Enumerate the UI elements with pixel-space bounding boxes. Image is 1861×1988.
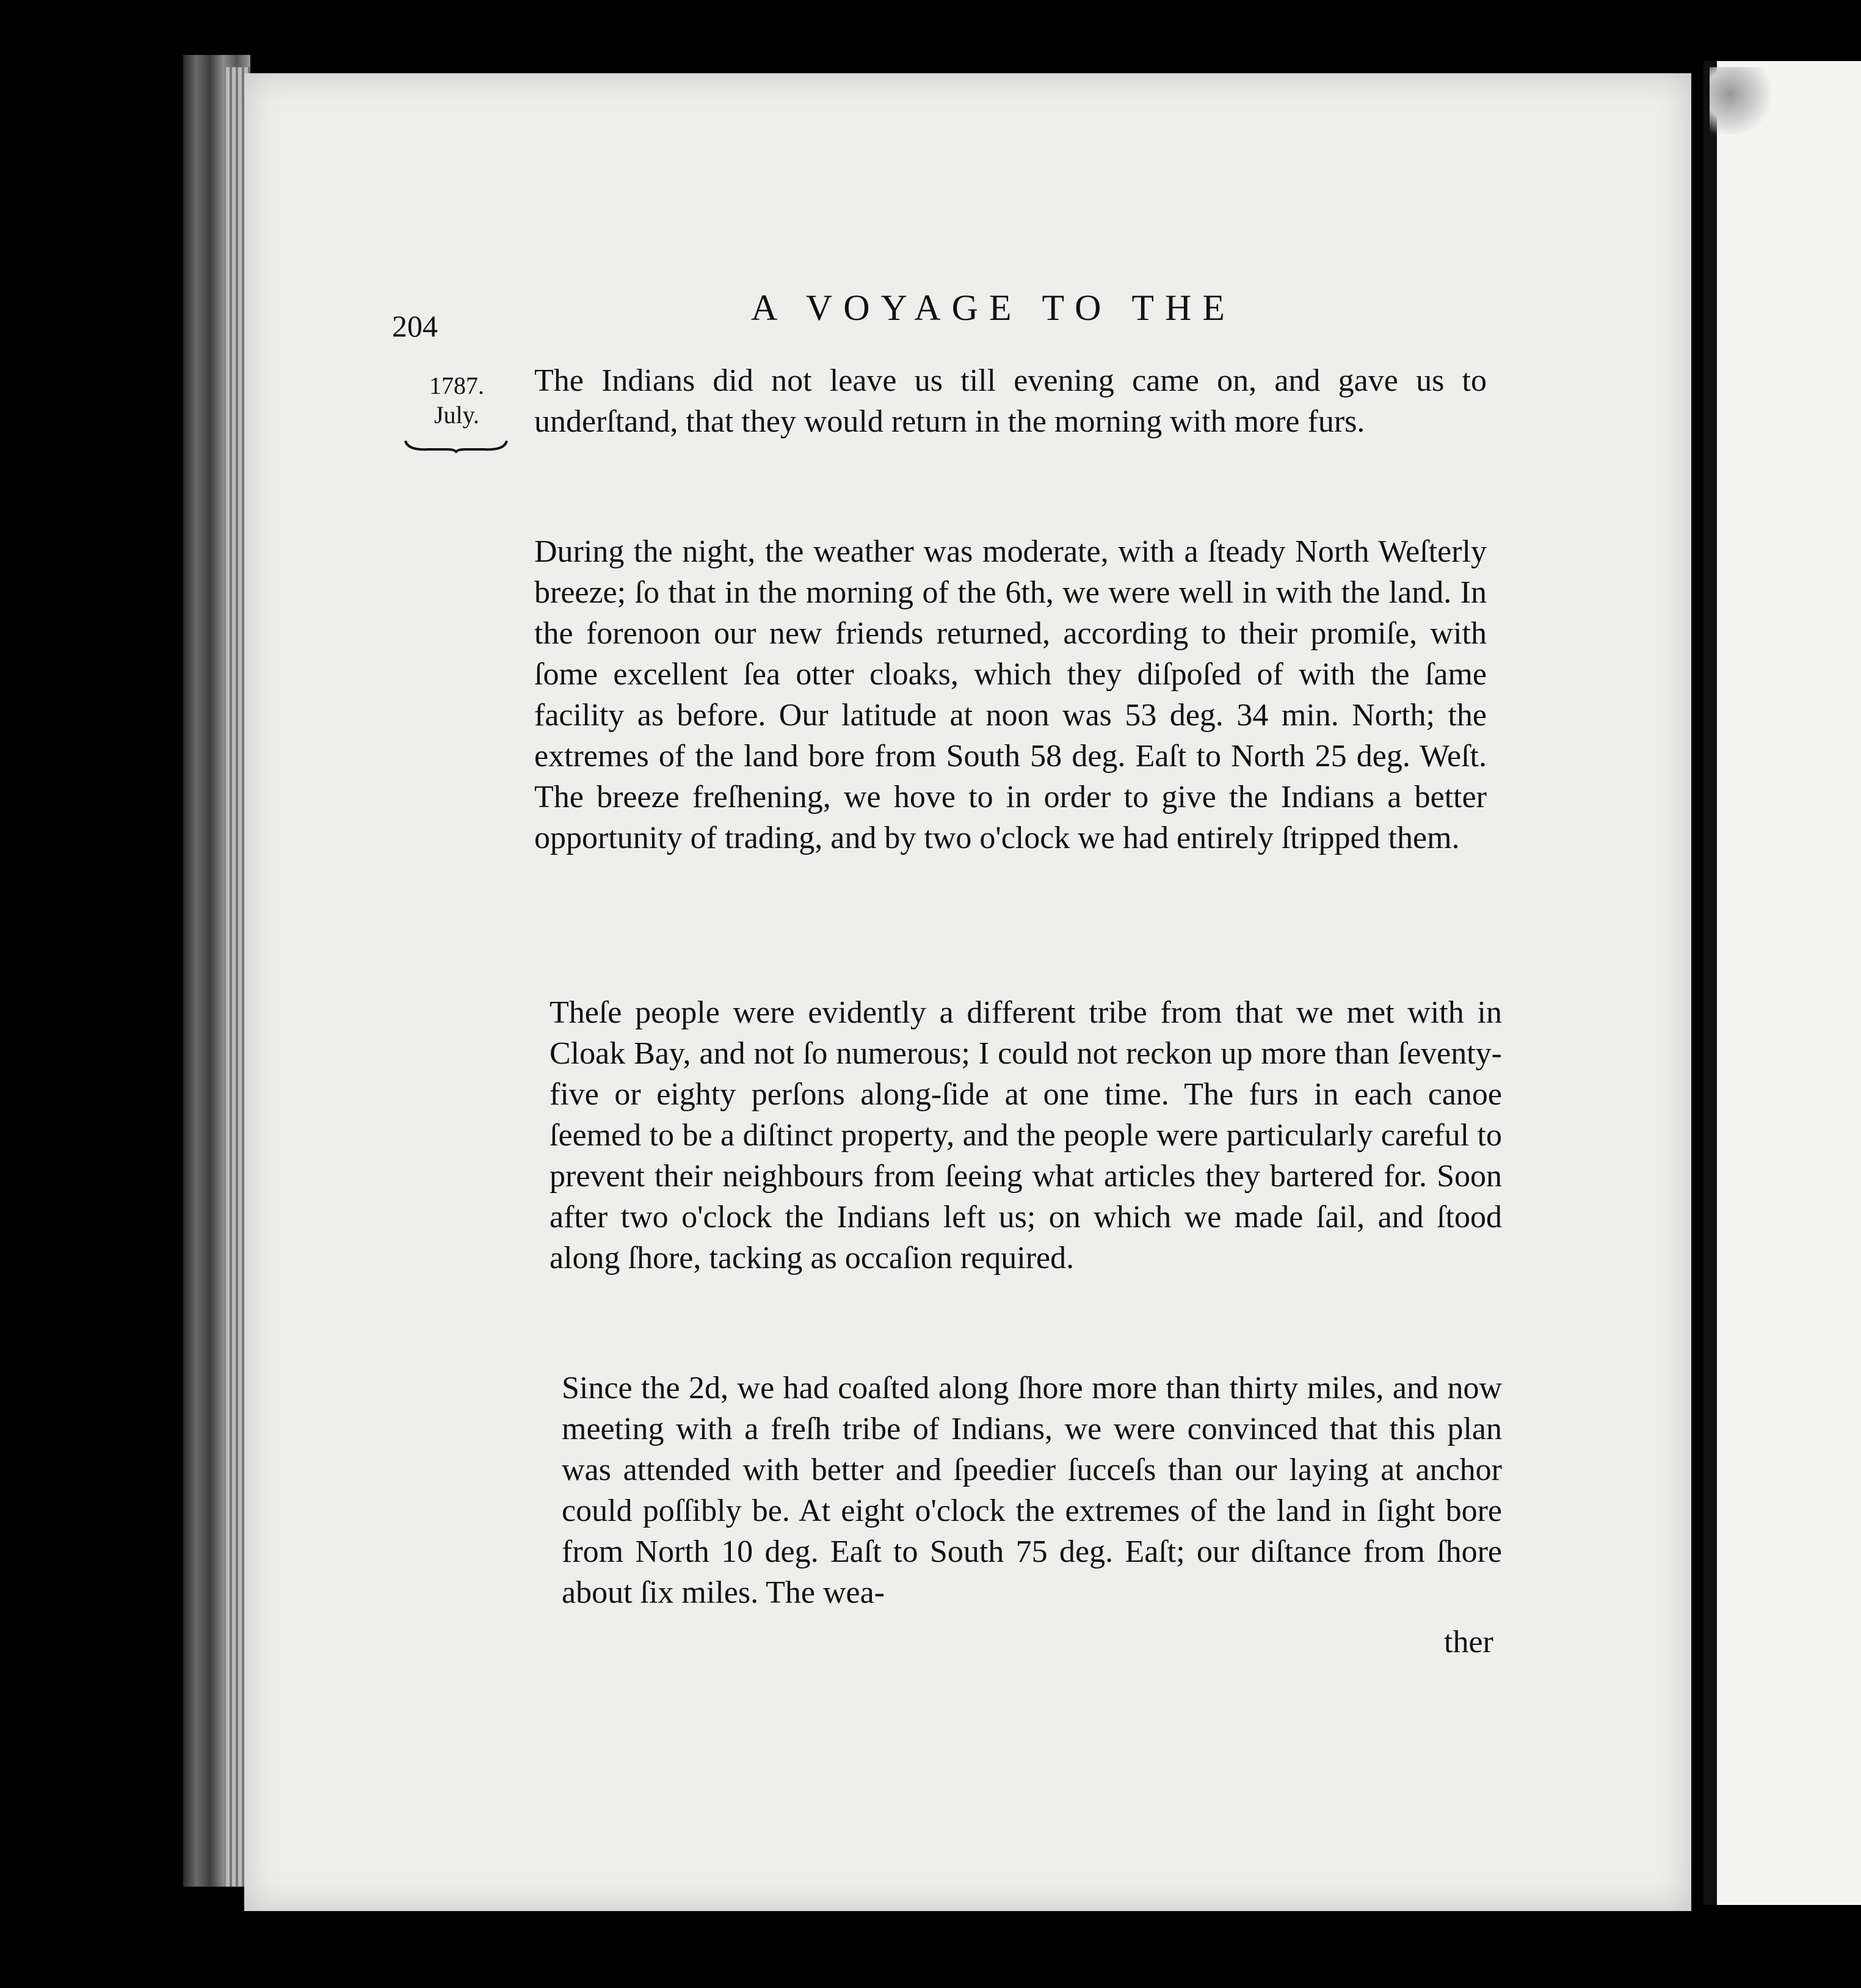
running-head: A VOYAGE TO THE [751,288,1236,328]
facing-page [1703,61,1861,1905]
stain-mark [1710,67,1777,134]
margin-date-note [408,371,506,430]
paragraph-3: Theſe people were evidently a different tribe from that we met with in Cloak Bay, and not ſo numerous; I could not reckon up more than ſeventy-five or eighty perſons along-ſide at one time. The furs in each canoe ſeemed to be a diſtinct property, and the people were particularly careful to prevent their neighbours from ſeeing what articles they bartered for. Soon after two o'clock the Indians left us; on which we made ſail, and ſtood along ſhore, tacking as occaſion required. [550,995,1502,1275]
catchword: ther [1444,1625,1493,1660]
margin-brace [404,438,508,453]
margin-month: July. [434,401,480,429]
paragraph-1: The Indians did not leave us till evening came on, and gave us to underſtand, that they would return in the morning with more furs. [534,363,1487,439]
paragraph-4: Since the 2d, we had coaſted along ſhore more than thirty miles, and now meeting with a freſh tribe of Indians, we were convinced that this plan was attended with better and ſpeedier ſucceſs than our laying at anchor could poſſibly be. At eight o'clock the extremes of the land in ſight bore from North 10 deg. Eaſt to South 75 deg. Eaſt; our diſtance from ſhore about ſix miles. The wea- [562,1371,1502,1610]
paragraph-2: During the night, the weather was moderate, with a ſteady North Weſterly breeze; ſo that in the morning of the 6th, we were well in with the land. In the forenoon our new friends returned, according to their promiſe, with ſome excellent ſea otter cloaks, which they diſpoſed of with the ſame facility as before. Our latitude at noon was 53 deg. 34 min. North; the extremes of the land bore from South 58 deg. Eaſt to North 25 deg. Weſt. The breeze freſhening, we hove to in order to give the Indians a better opportunity of trading, and by two o'clock we had entirely ſtripped them. [534,534,1487,855]
margin-year: 1787. [429,372,484,399]
page-number: 204 [392,309,438,343]
